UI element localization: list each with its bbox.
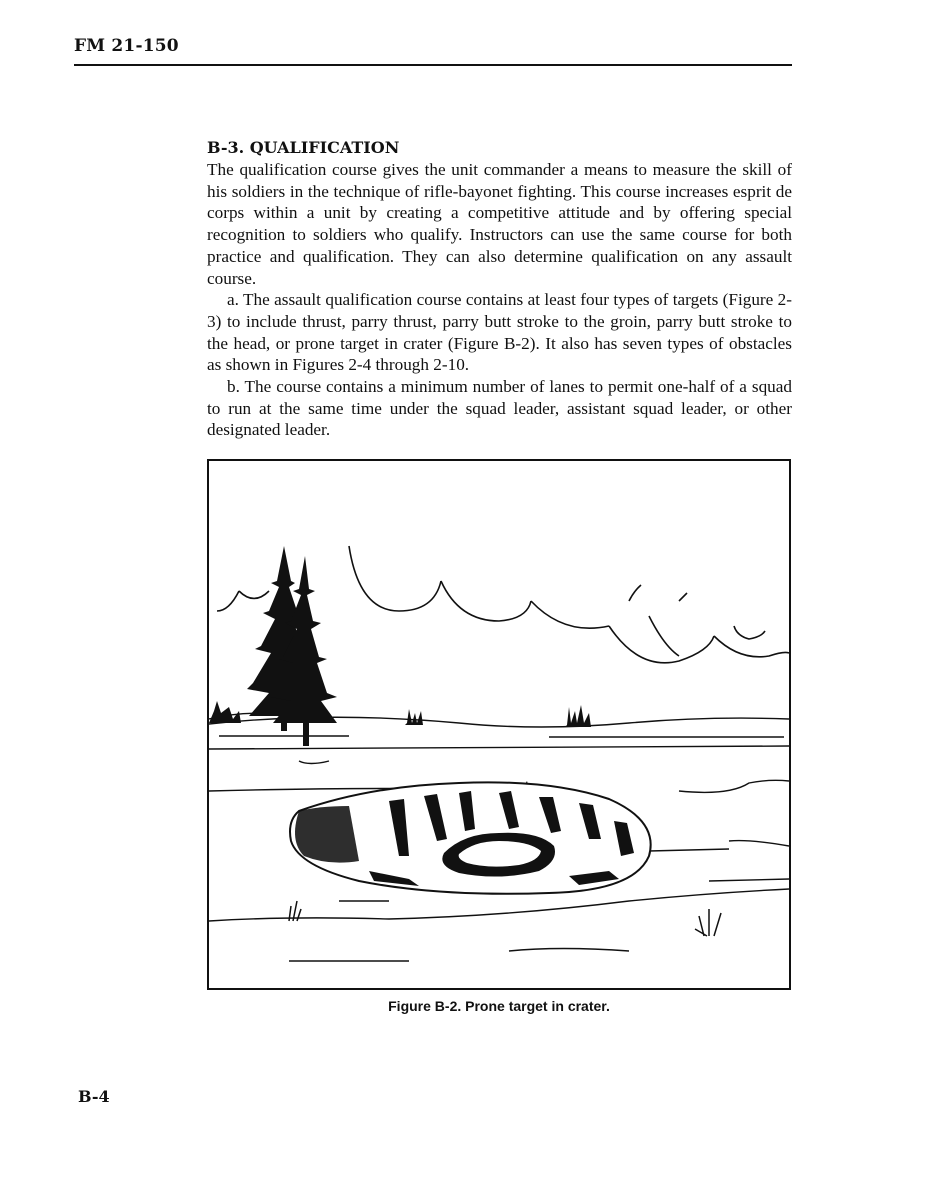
figure-caption: Figure B-2. Prone target in crater. [388, 998, 610, 1014]
pine-trees [209, 546, 337, 746]
manual-id: FM 21-150 [74, 36, 179, 56]
paragraph-b: b. The course contains a minimum number of lanes to permit one-half of a squad to run at the same time under the squad leader, assistant squad leader, or other designated leader. [207, 377, 792, 440]
crater [290, 782, 651, 893]
paragraph-a: a. The assault qualification course contains at least four types of targets (Figure 2-3) to include thrust, parry thrust, parry butt stroke to the groin, parry butt stroke to the head, or prone target in crater (Figure B-2). It also has seven types of obstacles as shown in Figures 2-4 through 2-10. [207, 290, 792, 375]
crater-illustration [209, 461, 789, 988]
section-heading: B-3. QUALIFICATION [207, 138, 400, 157]
section-body [207, 137, 792, 441]
intro-paragraph: The qualification course gives the unit commander a means to measure the skill of his soldiers in the technique of rifle-bayonet fighting. This course increases esprit de corps within a unit by creating a competitive attitude and by offering special recognition to soldiers who qualify. Instructors can use the same course for both practice and qualification. They can also determine qualification on any assault course. [207, 160, 792, 288]
figure-frame [207, 459, 791, 990]
page-number: B-4 [78, 1087, 110, 1106]
header-rule [74, 64, 792, 66]
